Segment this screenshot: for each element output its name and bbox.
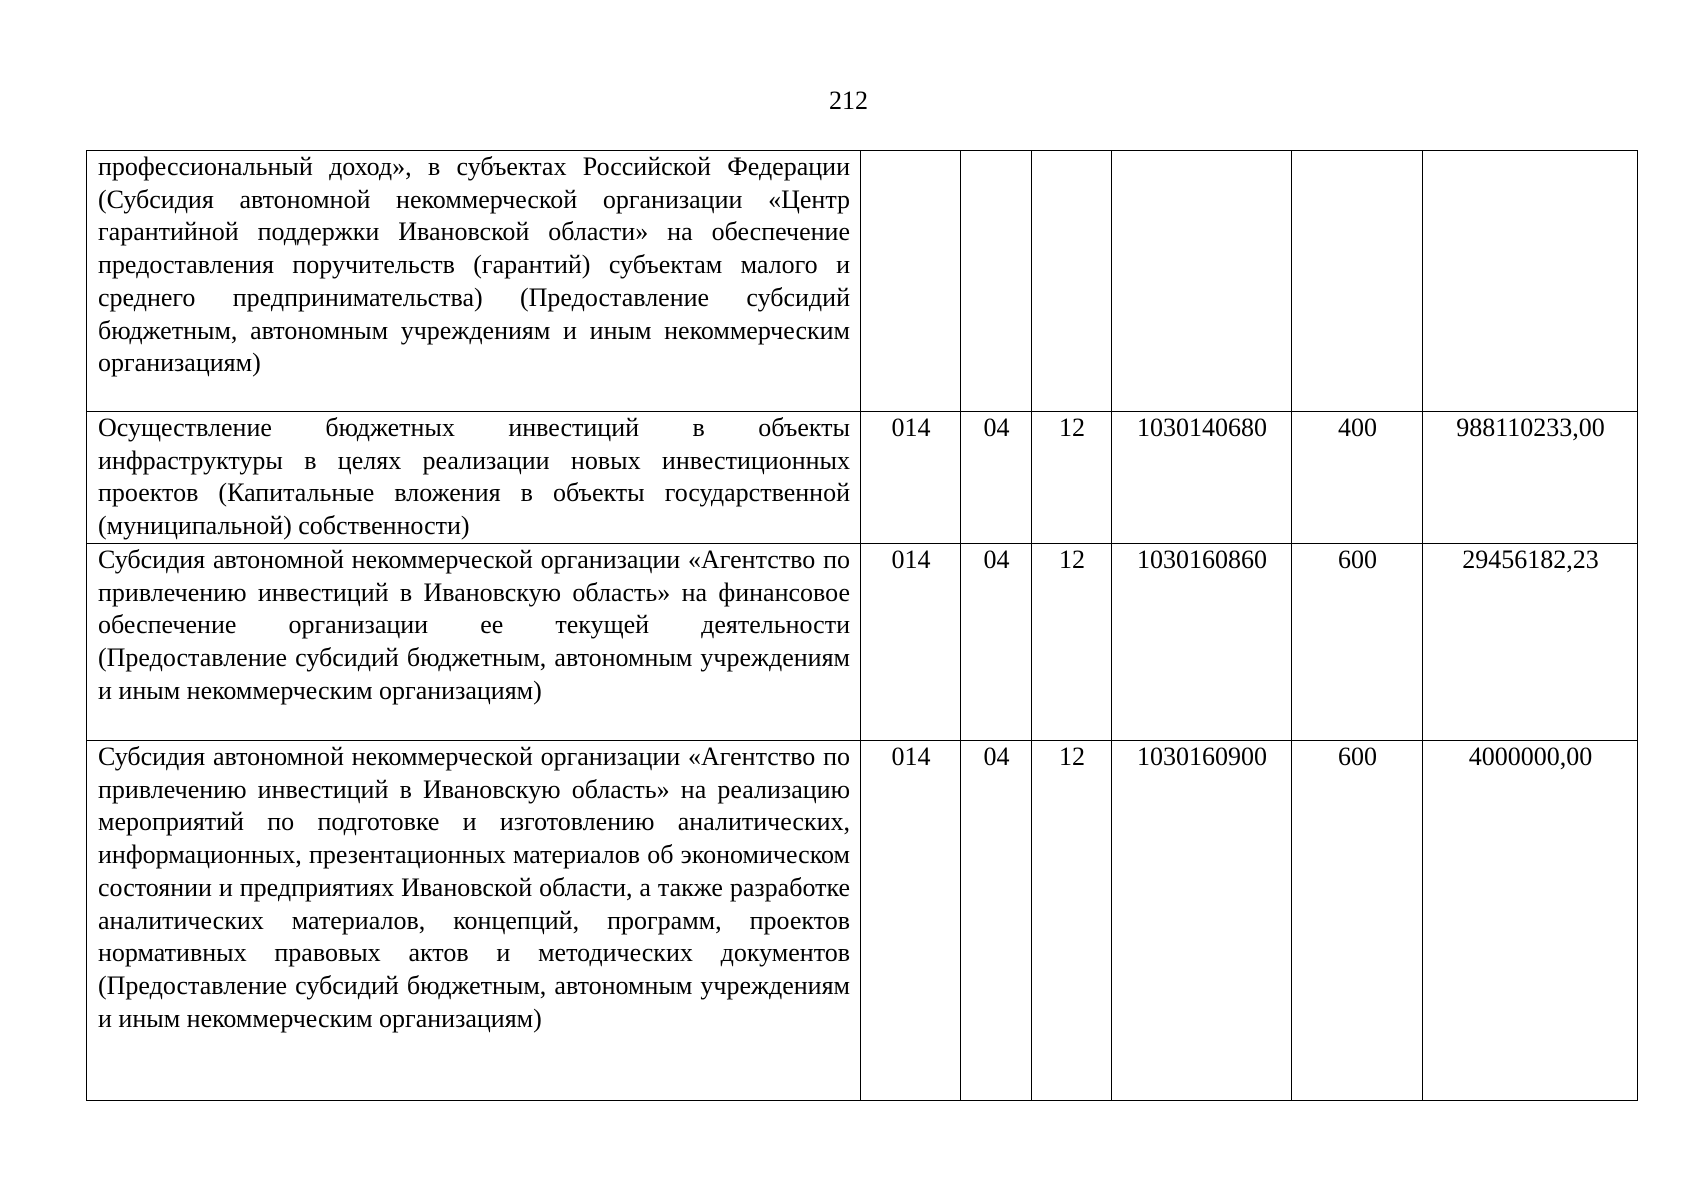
table-row	[87, 741, 1638, 1101]
table-row	[87, 151, 1638, 412]
table-row	[87, 412, 1638, 544]
target-article-code: 1030140680	[1112, 412, 1292, 544]
expense-type-code: 600	[1292, 741, 1423, 1101]
row-description: Осуществление бюджетных инвестиций в объекты инфраструктуры в целях реализации новых инвестиционных проектов (Капитальные вложения в объекты государственной (муниципальной) собственности)	[87, 412, 861, 544]
ministry-code: 014	[861, 412, 961, 544]
budget-table	[86, 150, 1638, 1101]
target-article-code: 1030160860	[1112, 544, 1292, 741]
subsection-code	[1032, 151, 1112, 412]
expense-type-code: 400	[1292, 412, 1423, 544]
ministry-code: 014	[861, 741, 961, 1101]
target-article-code: 1030160900	[1112, 741, 1292, 1101]
ministry-code	[861, 151, 961, 412]
expense-type-code: 600	[1292, 544, 1423, 741]
page-number: 212	[829, 86, 868, 115]
section-code: 04	[961, 741, 1032, 1101]
amount: 988110233,00	[1423, 412, 1638, 544]
amount: 29456182,23	[1423, 544, 1638, 741]
section-code: 04	[961, 412, 1032, 544]
subsection-code: 12	[1032, 412, 1112, 544]
row-description: Субсидия автономной некоммерческой организации «Агентство по привлечению инвестиций в Ивановскую область» на финансовое обеспечение организации ее текущей деятельности (Предоставление субсидий бюджетным, автономным учреждениям и иным некоммерческим организациям)	[87, 544, 861, 741]
section-code	[961, 151, 1032, 412]
row-description: Субсидия автономной некоммерческой организации «Агентство по привлечению инвестиций в Ивановскую область» на реализацию мероприятий по подготовке и изготовлению аналитических, информационных, презентационных материалов об экономическом состоянии и предприятиях Ивановской области, а также разработке аналитических материалов, концепций, программ, проектов нормативных правовых актов и методических документов (Предоставление субсидий бюджетным, автономным учреждениям и иным некоммерческим организациям)	[87, 741, 861, 1101]
table-row	[87, 544, 1638, 741]
expense-type-code	[1292, 151, 1423, 412]
amount	[1423, 151, 1638, 412]
subsection-code: 12	[1032, 741, 1112, 1101]
section-code: 04	[961, 544, 1032, 741]
ministry-code: 014	[861, 544, 961, 741]
amount: 4000000,00	[1423, 741, 1638, 1101]
row-description: профессиональный доход», в субъектах Российской Федерации (Субсидия автономной некоммерческой организации «Центр гарантийной поддержки Ивановской области» на обеспечение предоставления поручительств (гарантий) субъектам малого и среднего предпринимательства) (Предоставление субсидий бюджетным, автономным учреждениям и иным некоммерческим организациям)	[87, 151, 861, 412]
subsection-code: 12	[1032, 544, 1112, 741]
target-article-code	[1112, 151, 1292, 412]
